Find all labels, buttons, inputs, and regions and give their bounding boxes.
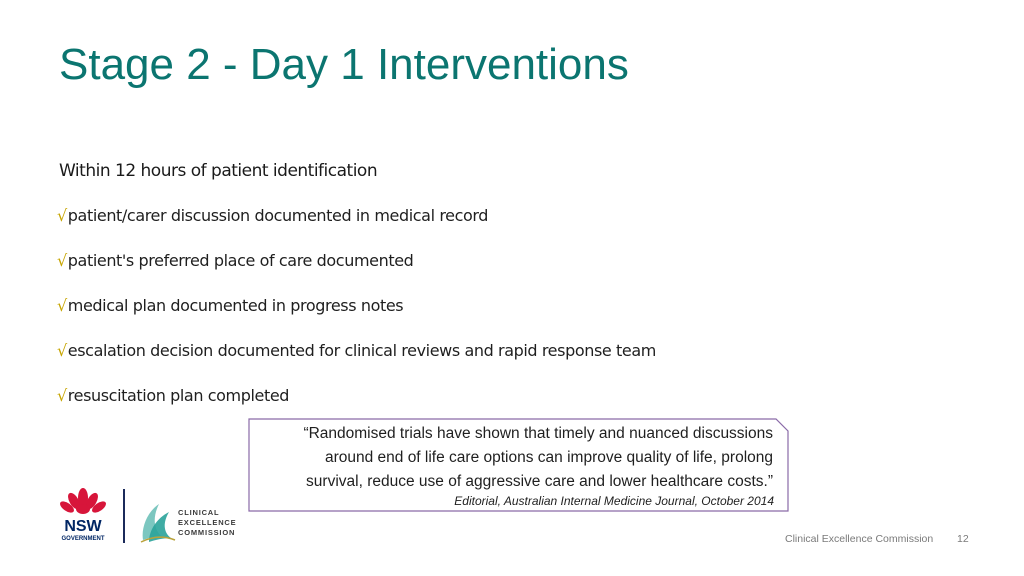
quote-line: around end of life care options can improve quality of life, prolong [324,449,773,466]
quote-citation: Editorial, Australian Internal Medicine Journal, October 2014 [454,494,774,508]
quote-callout [248,418,789,512]
checklist-item-text: resuscitation plan completed [67,386,290,405]
nsw-logo-text: NSW [64,518,102,535]
checklist-item [57,251,656,296]
cec-logo-text [178,508,236,538]
check-icon: √ [57,296,67,315]
page-number: 12 [957,533,969,545]
quote-line: survival, reduce use of aggressive care and lower healthcare costs.” [306,473,773,490]
check-icon: √ [57,251,67,270]
checklist-item-text: patient/carer discussion documented in medical record [67,206,489,225]
checklist [57,206,656,431]
cec-logo-line: EXCELLENCE [178,518,237,527]
cec-logo-line: COMMISSION [178,528,236,537]
checklist-item-text: patient's preferred place of care documented [67,251,414,270]
cec-logo-icon [139,502,177,544]
check-icon: √ [57,386,67,405]
checklist-item [57,206,656,251]
quote-text [253,422,773,494]
nsw-government-logo [52,484,114,546]
check-icon: √ [57,341,67,360]
check-icon: √ [57,206,67,225]
checklist-item [57,296,656,341]
footer-organization: Clinical Excellence Commission [785,533,934,545]
checklist-item [57,341,656,386]
cec-logo-line: CLINICAL [178,508,220,517]
slide-subtitle: Within 12 hours of patient identification [59,161,378,181]
logo-divider [123,489,125,543]
quote-line: “Randomised trials have shown that timely and nuanced discussions [303,425,773,442]
slide-title: Stage 2 - Day 1 Interventions [59,40,629,89]
checklist-item-text: escalation decision documented for clinical reviews and rapid response team [67,341,656,360]
checklist-item-text: medical plan documented in progress notes [67,296,404,315]
nsw-logo-subtext: GOVERNMENT [61,536,105,542]
